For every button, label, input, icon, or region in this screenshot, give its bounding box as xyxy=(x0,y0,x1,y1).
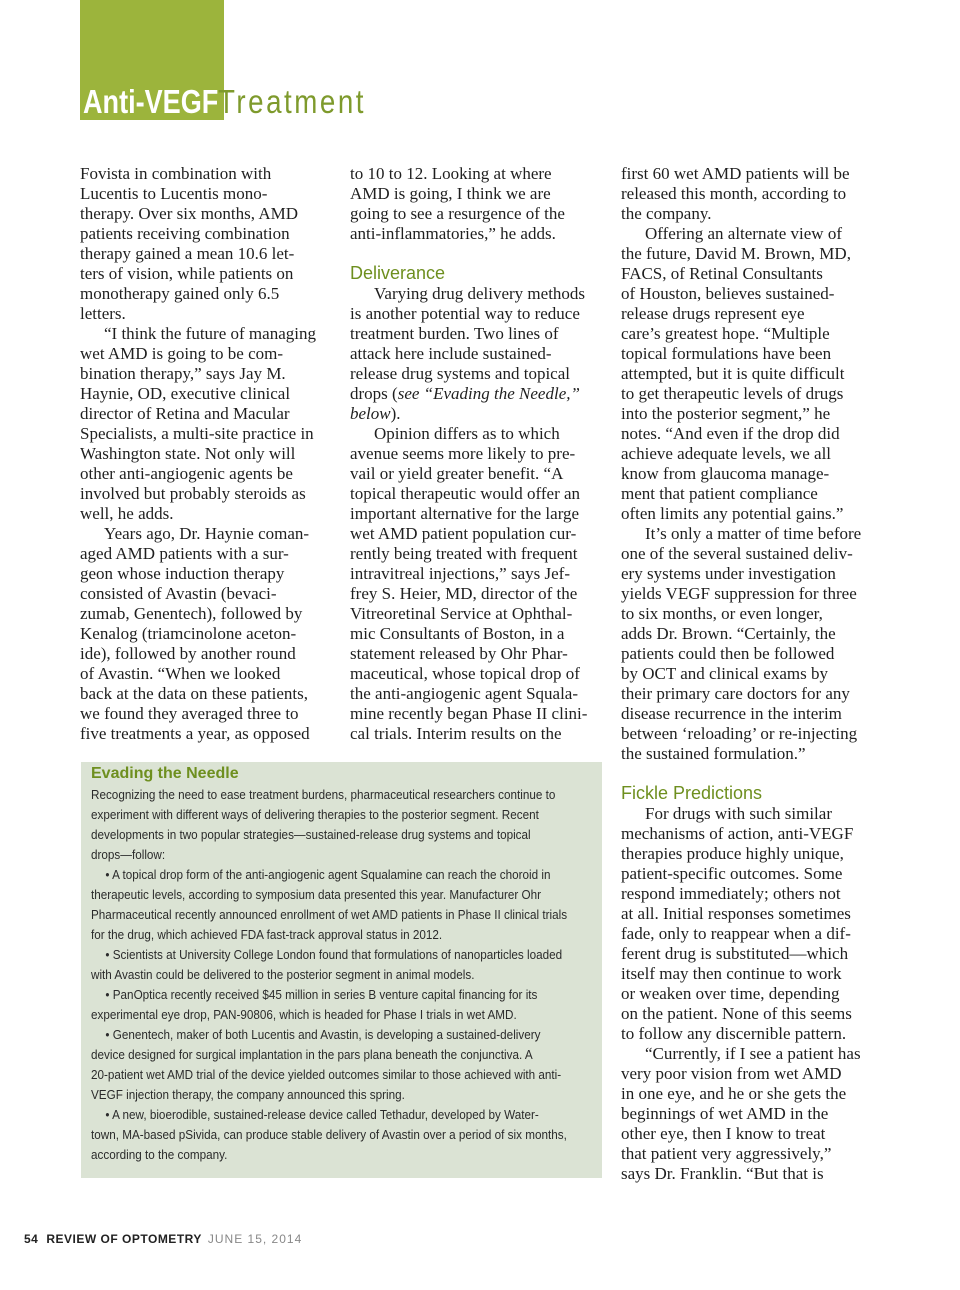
text-line: first 60 wet AMD patients will be xyxy=(621,164,850,183)
text-line: ment that patient compliance xyxy=(621,484,818,503)
text-line: anti-inflammatories,” he adds. xyxy=(350,224,556,243)
text-line: fade, only to reappear when a dif- xyxy=(621,924,851,943)
page-footer xyxy=(24,1231,302,1247)
text-line: consisted of Avastin (bevaci- xyxy=(80,584,277,603)
page-number: 54 xyxy=(24,1232,39,1246)
text-line: attempted, but it is quite difficult xyxy=(621,364,845,383)
text-line: on the patient. None of this seems xyxy=(621,1004,852,1023)
text-line: It’s only a matter of time before xyxy=(645,524,862,543)
sidebar-line: device designed for surgical implantation in the pars plana beneath the conjunctiva. A xyxy=(91,1047,533,1062)
text-line: to get therapeutic levels of drugs xyxy=(621,384,844,403)
text-span: drops ( xyxy=(350,384,398,403)
text-line: treatment burden. Two lines of xyxy=(350,324,559,343)
sidebar-line: town, MA-based pSivida, can produce stable delivery of Avastin over a period of six months, xyxy=(91,1127,567,1142)
text-line: patients could then be followed xyxy=(621,644,835,663)
text-line: respond immediately; others not xyxy=(621,884,841,903)
text-line: release drugs represent eye xyxy=(621,304,805,323)
text-line: one of the several sustained deliv- xyxy=(621,544,853,563)
text-line: wet AMD is going to be com- xyxy=(80,344,284,363)
text-line: adds Dr. Brown. “Certainly, the xyxy=(621,624,836,643)
text-line: is another potential way to reduce xyxy=(350,304,580,323)
sidebar-line: Recognizing the need to ease treatment burdens, pharmaceutical researchers continue to xyxy=(91,787,556,802)
text-line: care’s greatest hope. “Multiple xyxy=(621,324,830,343)
text-line: Years ago, Dr. Haynie coman- xyxy=(104,524,310,543)
text-line: Varying drug delivery methods xyxy=(374,284,586,303)
sidebar-evading-the-needle xyxy=(81,762,602,1178)
text-line: we found they averaged three to xyxy=(80,704,299,723)
text-line: “Currently, if I see a patient has xyxy=(645,1044,861,1063)
text-line: their primary care doctors for any xyxy=(621,684,850,703)
text-line: cal trials. Interim results on the xyxy=(350,724,562,743)
text-line: in one eye, and he or she gets the xyxy=(621,1084,847,1103)
sidebar-line: with Avastin could be delivered to the posterior segment in animal models. xyxy=(91,967,475,982)
text-line: of Houston, believes sustained- xyxy=(621,284,835,303)
text-line: the sustained formulation.” xyxy=(621,744,806,763)
text-line: Vitreoretinal Service at Ophthal- xyxy=(350,604,573,623)
text-line: Offering an alternate view of xyxy=(645,224,842,243)
text-line: says Dr. Franklin. “But that is xyxy=(621,1164,824,1183)
text-line: other eye, then I know to treat xyxy=(621,1124,826,1143)
text-line: Lucentis to Lucentis mono- xyxy=(80,184,268,203)
sidebar-bullet-line: • A topical drop form of the anti-angiogenic agent Squalamine can reach the choroid in xyxy=(105,867,551,882)
text-line: therapy. Over six months, AMD xyxy=(80,204,298,223)
text-line: itself may then continue to work xyxy=(621,964,842,983)
text-line: to six months, or even longer, xyxy=(621,604,823,623)
sidebar-line: therapeutic levels, according to symposium data presented this year. Manufacturer Ohr xyxy=(91,887,542,902)
section-header xyxy=(83,82,394,123)
sidebar-line: experimental eye drop, PAN-90806, which is headed for Phase I trials in wet AMD. xyxy=(91,1007,517,1022)
text-line: the anti-angiogenic agent Squala- xyxy=(350,684,578,703)
issue-date: JUNE 15, 2014 xyxy=(207,1232,303,1246)
text-line: mine recently began Phase II clini- xyxy=(350,704,588,723)
text-line: vail or yield greater benefit. “A xyxy=(350,464,564,483)
text-line: other anti-angiogenic agents be xyxy=(80,464,293,483)
publication-name: REVIEW OF OPTOMETRY xyxy=(46,1232,202,1246)
text-line: For drugs with such similar xyxy=(645,804,832,823)
text-line: at all. Initial responses sometimes xyxy=(621,904,851,923)
sidebar-bullet-line: • Scientists at University College London found that formulations of nanoparticles loaded xyxy=(105,947,563,962)
text-line: Kenalog (triamcinolone aceton- xyxy=(80,624,297,643)
sidebar-line: drops—follow: xyxy=(91,847,166,862)
text-line: Specialists, a multi-site practice in xyxy=(80,424,314,443)
text-line: released this month, according to xyxy=(621,184,847,203)
text-line: the future, David M. Brown, MD, xyxy=(621,244,851,263)
text-line: to 10 to 12. Looking at where xyxy=(350,164,552,183)
text-line: mic Consultants of Boston, in a xyxy=(350,624,565,643)
text-line: aged AMD patients with a sur- xyxy=(80,544,289,563)
text-line: bination therapy,” says Jay M. xyxy=(80,364,286,383)
text-line: patient-specific outcomes. Some xyxy=(621,864,843,883)
text-line xyxy=(350,384,595,404)
text-line: wet AMD patient population cur- xyxy=(350,524,577,543)
text-line: attack here include sustained- xyxy=(350,344,552,363)
sidebar-line: for the drug, which achieved FDA fast-track approval status in 2012. xyxy=(91,927,443,942)
text-line: statement released by Ohr Phar- xyxy=(350,644,568,663)
text-line: the company. xyxy=(621,204,712,223)
sidebar-body xyxy=(91,785,596,1165)
text-line: that patient very aggressively,” xyxy=(621,1144,832,1163)
sidebar-bullet-line: • Genentech, maker of both Lucentis and Avastin, is developing a sustained-delivery xyxy=(105,1027,541,1042)
text-line xyxy=(350,404,595,424)
text-line: by OCT and clinical exams by xyxy=(621,664,828,683)
text-line: very poor vision from wet AMD xyxy=(621,1064,842,1083)
text-line: Opinion differs as to which xyxy=(374,424,560,443)
text-line: achieve adequate levels, we all xyxy=(621,444,832,463)
text-line: mechanisms of action, anti-VEGF xyxy=(621,824,854,843)
text-line: rently being treated with frequent xyxy=(350,544,578,563)
article-column-3 xyxy=(621,164,871,1184)
text-line: therapy gained a mean 10.6 let- xyxy=(80,244,295,263)
text-line: beginnings of wet AMD in the xyxy=(621,1104,829,1123)
text-line: ters of vision, while patients on xyxy=(80,264,294,283)
text-line: notes. “And even if the drop did xyxy=(621,424,840,443)
text-line: Haynie, OD, executive clinical xyxy=(80,384,291,403)
text-line: into the posterior segment,” he xyxy=(621,404,831,423)
text-line: topical therapeutic would offer an xyxy=(350,484,581,503)
text-line: release drug systems and topical xyxy=(350,364,570,383)
text-line: know from glaucoma manage- xyxy=(621,464,830,483)
subhead-fickle-predictions: Fickle Predictions xyxy=(621,783,763,803)
text-line: or weaken over time, depending xyxy=(621,984,840,1003)
text-line: disease recurrence in the interim xyxy=(621,704,842,723)
crossref-italic: see “Evading the Needle,” xyxy=(397,384,580,403)
text-line: FACS, of Retinal Consultants xyxy=(621,264,823,283)
text-line: letters. xyxy=(80,304,126,323)
text-line: frey S. Heier, MD, director of the xyxy=(350,584,578,603)
text-line: ferent drug is substituted—which xyxy=(621,944,849,963)
text-line: involved but probably steroids as xyxy=(80,484,306,503)
sidebar-title: Evading the Needle xyxy=(91,765,239,782)
text-line: AMD is going, I think we are xyxy=(350,184,551,203)
sidebar-line: experiment with different ways of delivering therapies to the posterior segment. Recent xyxy=(91,807,539,822)
subhead-deliverance: Deliverance xyxy=(350,263,446,283)
text-line: Washington state. Not only will xyxy=(80,444,296,463)
text-line: zumab, Genentech), followed by xyxy=(80,604,303,623)
sidebar-line: 20-patient wet AMD trial of the device yielded outcomes similar to those achieved with anti- xyxy=(91,1067,562,1082)
text-line: intravitreal injections,” says Jef- xyxy=(350,564,570,583)
text-line: director of Retina and Macular xyxy=(80,404,290,423)
sidebar-line: according to the company. xyxy=(91,1147,228,1162)
text-line: important alternative for the large xyxy=(350,504,580,523)
sidebar-bullet-line: • A new, bioerodible, sustained-release device called Tethadur, developed by Water- xyxy=(105,1107,539,1122)
text-line: therapies produce highly unique, xyxy=(621,844,844,863)
text-span: ). xyxy=(390,404,401,423)
text-line: between ‘reloading’ or re-injecting xyxy=(621,724,858,743)
text-line: maceutical, whose topical drop of xyxy=(350,664,580,683)
crossref-italic: below xyxy=(350,404,391,423)
article-column-1 xyxy=(80,164,325,744)
sidebar-line: developments in two popular strategies—sustained-release drug systems and topical xyxy=(91,827,531,842)
text-line: geon whose induction therapy xyxy=(80,564,285,583)
text-line: going to see a resurgence of the xyxy=(350,204,565,223)
sidebar-line: Pharmaceutical recently announced enrollment of wet AMD patients in Phase II clinical trials xyxy=(91,907,568,922)
text-line: well, he adds. xyxy=(80,504,174,523)
text-line: ery systems under investigation xyxy=(621,564,836,583)
text-line: “I think the future of managing xyxy=(104,324,316,343)
text-line: avenue seems more likely to pre- xyxy=(350,444,576,463)
text-line: ide), followed by another round xyxy=(80,644,296,663)
text-line: monotherapy gained only 6.5 xyxy=(80,284,280,303)
section-header-light: Treatment xyxy=(218,83,366,120)
text-line: five treatments a year, as opposed xyxy=(80,724,310,743)
article-column-2 xyxy=(350,164,595,744)
text-line: back at the data on these patients, xyxy=(80,684,308,703)
section-header-strong: Anti-VEGF xyxy=(83,83,219,120)
text-line: to follow any discernible pattern. xyxy=(621,1024,847,1043)
sidebar-line: VEGF injection therapy, the company announced this spring. xyxy=(91,1087,405,1102)
text-line: of Avastin. “When we looked xyxy=(80,664,281,683)
text-line: yields VEGF suppression for three xyxy=(621,584,857,603)
text-line: topical formulations have been xyxy=(621,344,832,363)
text-line: often limits any potential gains.” xyxy=(621,504,844,523)
sidebar-bullet-line: • PanOptica recently received $45 million in series B venture capital financing for its xyxy=(105,987,538,1002)
text-line: Fovista in combination with xyxy=(80,164,272,183)
text-line: patients receiving combination xyxy=(80,224,290,243)
